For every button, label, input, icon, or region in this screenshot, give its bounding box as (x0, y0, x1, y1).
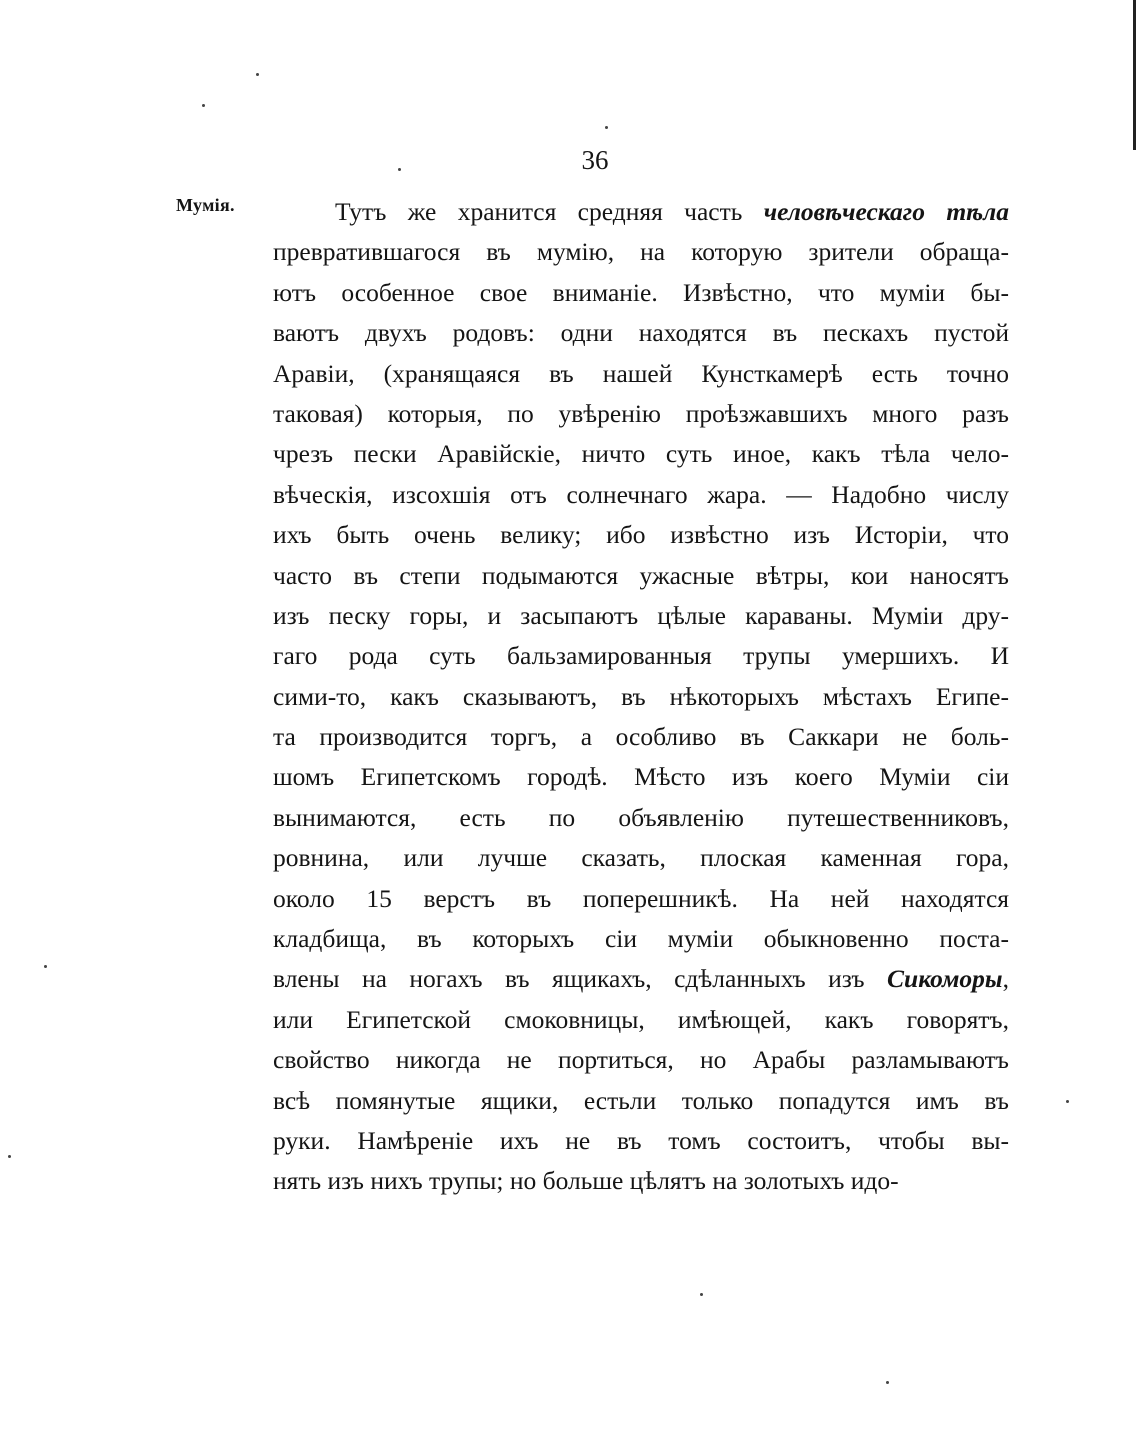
page-number: 36 (581, 145, 609, 175)
text-line: руки. Намѣреніе ихъ не въ томъ состоитъ, чтобы вы- (273, 1125, 1009, 1155)
body-paragraph (273, 192, 1009, 1202)
paper-speck (700, 1293, 703, 1296)
paper-speck (605, 126, 608, 129)
text-line: ровнина, или лучше сказать, плоская каменная гора, (273, 843, 1009, 873)
paper-speck (8, 1155, 11, 1158)
text-line: или Египетской смоковницы, имѣющей, какъ говорятъ, (273, 1004, 1009, 1034)
text-line: вынимаются, есть по объявленію путешественниковъ, (273, 802, 1009, 832)
text-line: Аравіи, (хранящаяся въ нашей Кунсткамерѣ есть точно (273, 358, 1009, 388)
text-line: изъ песку горы, и засыпаютъ цѣлые караваны. Муміи дру- (273, 600, 1009, 630)
paper-speck (44, 965, 47, 968)
text-line: сими-то, какъ сказываютъ, въ нѣкоторыхъ мѣстахъ Египе- (273, 681, 1009, 711)
text-line: всѣ помянутые ящики, естьли только попадутся имъ въ (273, 1085, 1009, 1115)
text-line: кладбища, въ которыхъ сіи муміи обыкновенно поста- (273, 924, 1009, 954)
text-line: свойство никогда не портиться, но Арабы разламываютъ (273, 1045, 1009, 1075)
text-line: гаго рода суть бальзамированныя трупы умершихъ. И (273, 641, 1009, 671)
text-line: ютъ особенное свое вниманіе. Извѣстно, что муміи бы- (273, 277, 1009, 307)
text-line: Тутъ же хранится средняя часть человѣческаго тѣла (335, 197, 1009, 226)
italic-phrase: человѣческаго тѣла (763, 197, 1009, 226)
italic-word: Сикоморы (887, 964, 1003, 994)
margin-note: Мумія. (176, 195, 235, 215)
page-edge-mark (1133, 0, 1136, 150)
paper-speck (886, 1381, 889, 1384)
text-line: таковая) которыя, по увѣренію проѣзжавшихъ много разъ (273, 398, 1009, 428)
text-line: часто въ степи подымаются ужасные вѣтры, кои наносятъ (273, 560, 1009, 590)
paper-speck (202, 104, 205, 107)
text-line: превратившагося въ мумію, на которую зрители обраща- (273, 237, 1009, 267)
text-line: влены на ногахъ въ ящикахъ, сдѣланныхъ изъ Сикоморы, (273, 964, 1009, 994)
text-line: ваютъ двухъ родовъ: одни находятся въ пескахъ пустой (273, 318, 1009, 348)
text-line: около 15 верстъ въ поперешникѣ. На ней находятся (273, 883, 1009, 913)
text-line: та производится торгъ, а особливо въ Саккари не боль- (273, 722, 1009, 752)
paper-speck (256, 73, 259, 76)
text-line: нять изъ нихъ трупы; но больше цѣлятъ на золотыхъ идо- (273, 1166, 899, 1196)
paper-speck (1066, 1100, 1069, 1103)
text-line: чрезъ пески Аравійскіе, ничто суть иное, какъ тѣла чело- (273, 439, 1009, 469)
text-line: ихъ быть очень велику; ибо извѣстно изъ Исторіи, что (273, 520, 1009, 550)
text-line: шомъ Египетскомъ городѣ. Мѣсто изъ коего Муміи сіи (273, 762, 1009, 792)
paper-speck (398, 168, 401, 171)
text-line: вѣческія, изсохшія отъ солнечнаго жара. — Надобно числу (273, 479, 1009, 509)
